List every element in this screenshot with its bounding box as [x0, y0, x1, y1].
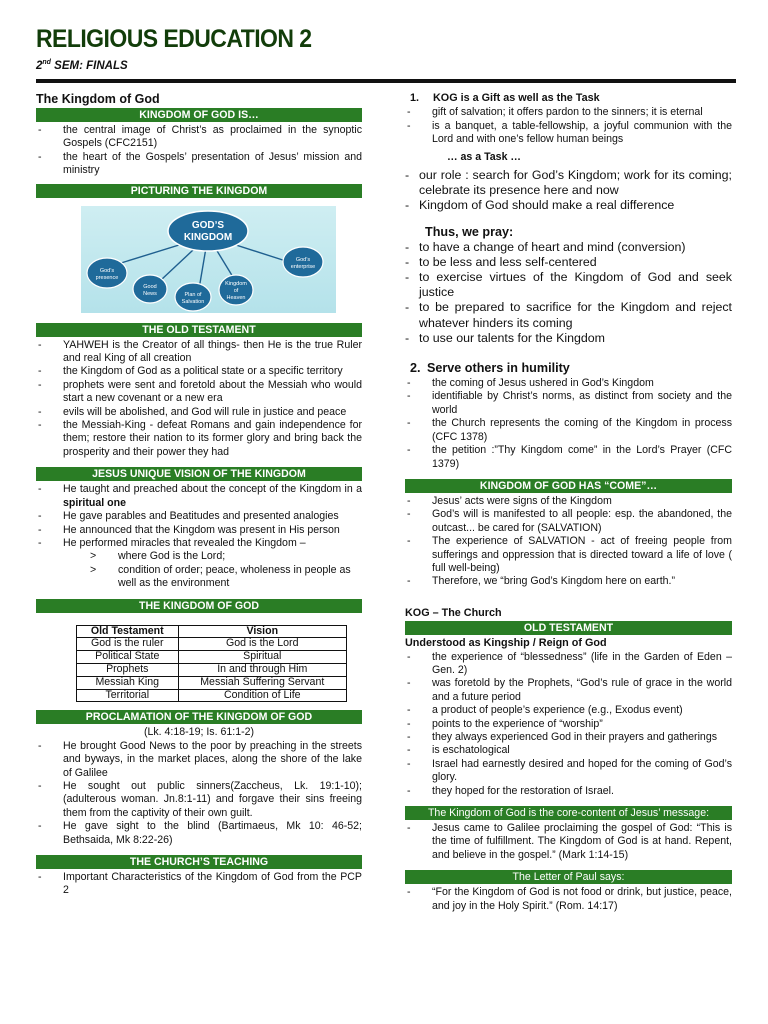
list-item: - Jesus came to Galilee proclaiming the gospel of God: “This is the time of fulfillment. The Kingdom of God is at hand. Repent, and believe in the gospel.” (Mark 1:14-15)	[405, 822, 732, 862]
serve-heading: 2. Serve others in humility	[410, 361, 570, 376]
list-item: - identifiable by Christ’s norms, as distinct from society and the world	[405, 390, 732, 417]
section-title: The Kingdom of God	[36, 92, 160, 106]
diagram-node-label: enterprise	[290, 263, 316, 270]
jesus-vision-sublist	[90, 550, 362, 590]
section-bar-jesus-vision: JESUS UNIQUE VISION OF THE KINGDOM	[36, 467, 362, 481]
list-item: - to have a change of heart and mind (conversion)	[405, 240, 732, 255]
list-item: - evils will be abolished, and God will rule in justice and peace	[36, 406, 362, 419]
gift-list	[405, 106, 732, 146]
list-item: - He performed miracles that revealed the Kingdom –	[36, 537, 362, 550]
list-item: > condition of order; peace, wholeness in people as well as the environment	[90, 564, 362, 591]
list-item: - gift of salvation; it offers pardon to the sinners; it is eternal	[405, 106, 732, 119]
old-testament-list	[36, 339, 362, 460]
list-item: - to use our talents for the Kingdom	[405, 331, 732, 346]
list-item: - to exercise virtues of the Kingdom of God and seek justice	[405, 270, 732, 300]
table-cell: Spiritual	[178, 651, 346, 664]
list-item: - Therefore, we “bring God’s Kingdom here on earth.”	[405, 575, 732, 588]
list-item: - He gave sight to the blind (Bartimaeus, Mk 10: 46-52; Bethsaida, Mk 8:22-26)	[36, 820, 362, 847]
table-cell: Condition of Life	[178, 689, 346, 702]
table-row	[77, 651, 347, 664]
table-row	[77, 663, 347, 676]
list-item: - the coming of Jesus ushered in God’s Kingdom	[405, 377, 732, 390]
section-bar-kog-is: KINGDOM OF GOD IS…	[36, 108, 362, 122]
paul-list	[405, 886, 732, 913]
table-cell: In and through Him	[178, 663, 346, 676]
list-item: - the heart of the Gospels’ presentation of Jesus’ mission and ministry	[36, 151, 362, 178]
church-subheading: Understood as Kingship / Reign of God	[405, 637, 607, 650]
table-cell: Messiah King	[77, 676, 179, 689]
table-cell: God is the Lord	[178, 638, 346, 651]
table-cell: God is the ruler	[77, 638, 179, 651]
list-item: - the experience of “blessedness” (life in the Garden of Eden – Gen. 2)	[405, 651, 732, 678]
list-item: - He taught and preached about the concept of the Kingdom in a spiritual one	[36, 483, 362, 510]
list-item: - He announced that the Kingdom was present in His person	[36, 524, 362, 537]
gift-heading: 1. KOG is a Gift as well as the Task	[410, 92, 600, 104]
table-header: Old Testament	[77, 625, 179, 638]
proclamation-list	[36, 740, 362, 847]
section-bar-paul: The Letter of Paul says:	[405, 870, 732, 884]
list-item: - our role : search for God’s Kingdom; work for its coming; celebrate its presence here and now	[405, 168, 732, 198]
table-cell: Messiah Suffering Servant	[178, 676, 346, 689]
serve-list	[405, 377, 732, 471]
left-column	[36, 88, 362, 898]
list-item: - Kingdom of God should make a real difference	[405, 198, 732, 213]
document-subtitle: 2nd SEM: FINALS	[36, 59, 128, 72]
section-bar-picturing: PICTURING THE KINGDOM	[36, 184, 362, 198]
diagram-center-line1: GODʼS	[191, 219, 225, 231]
list-item: - He gave parables and Beatitudes and presented analogies	[36, 510, 362, 523]
table-row	[77, 676, 347, 689]
list-item: - He brought Good News to the poor by preaching in the streets and byways, in the market places, along the shore of the lake of Galilee	[36, 740, 362, 780]
table-header-row	[77, 625, 347, 638]
section-bar-has-come: KINGDOM OF GOD HAS “COME”…	[405, 479, 732, 493]
diagram-node-label: Heaven	[226, 294, 246, 301]
diagram-node-label: Good	[143, 283, 157, 290]
jesus-vision-list	[36, 483, 362, 550]
list-item: - “For the Kingdom of God is not food or drink, but justice, peace, and joy in the Holy Spirit.” (Rom. 14:17)	[405, 886, 732, 913]
list-item: - the Kingdom of God as a political state or a specific territory	[36, 365, 362, 378]
section-bar-church-old-testament: OLD TESTAMENT	[405, 621, 732, 635]
list-item: - was foretold by the Prophets, “God’s rule of grace in the world and a future period	[405, 677, 732, 704]
diagram-node-label: Salvation	[181, 298, 205, 305]
section-bar-core-content: The Kingdom of God is the core-content of Jesus’ message:	[405, 806, 732, 820]
list-item: - Jesus’ acts were signs of the Kingdom	[405, 495, 732, 508]
church-heading: KOG – The Church	[405, 606, 502, 619]
list-item: - the Messiah-King - defeat Romans and gain independence for them; restore their nation to its former glory and bring back the prosperity and their power they had	[36, 419, 362, 459]
table-cell: Political State	[77, 651, 179, 664]
church-list	[405, 651, 732, 798]
header-rule	[36, 79, 736, 83]
section-bar-kog-table: THE KINGDOM OF GOD	[36, 599, 362, 613]
kingdom-comparison-table	[76, 625, 347, 703]
church-teaching-list	[36, 871, 362, 898]
diagram-node-label: News	[143, 290, 157, 297]
list-item: - is a banquet, a table-fellowship, a joyful communion with the Lord and with one’s fellow human beings	[405, 120, 732, 147]
kingdom-diagram	[81, 206, 336, 313]
document-header	[36, 24, 736, 73]
list-item: - the central image of Christ’s as proclaimed in the synoptic Gospels (CFC2151)	[36, 124, 362, 151]
list-item: - a product of people’s experience (e.g., Exodus event)	[405, 704, 732, 717]
list-item: - The experience of SALVATION - act of freeing people from sufferings and oppression that is directed toward a life of love ( full well-being)	[405, 535, 732, 575]
kingdom-diagram-svg	[81, 206, 336, 313]
list-item: - to be prepared to sacrifice for the Kingdom and reject whatever hinders its coming	[405, 300, 732, 330]
list-item: - God’s will is manifested to all people: esp. the abandoned, the outcast... be cared for (SALVATION)	[405, 508, 732, 535]
list-item: - points to the experience of “worship”	[405, 718, 732, 731]
proclamation-reference: (Lk. 4:18-19; Is. 61:1-2)	[143, 726, 255, 739]
list-item: - the Church represents the coming of the Kingdom in process (CFC 1378)	[405, 417, 732, 444]
section-bar-old-testament: THE OLD TESTAMENT	[36, 323, 362, 337]
list-item: > where God is the Lord;	[90, 550, 362, 563]
pray-heading: Thus, we pray:	[425, 224, 514, 239]
task-list	[405, 168, 732, 214]
list-item: - the petition :”Thy Kingdom come” in the Lord’s Prayer (CFC 1379)	[405, 444, 732, 471]
diagram-center-line2: KINGDOM	[183, 231, 233, 243]
section-bar-church-teaching: THE CHURCH’S TEACHING	[36, 855, 362, 869]
has-come-list	[405, 495, 732, 589]
list-item: - to be less and less self-centered	[405, 255, 732, 270]
section-bar-proclamation: PROCLAMATION OF THE KINGDOM OF GOD	[36, 710, 362, 724]
pray-list	[405, 240, 732, 346]
document-title: RELIGIOUS EDUCATION 2	[36, 25, 312, 53]
kog-is-list	[36, 124, 362, 178]
task-heading: … as a Task …	[447, 150, 521, 163]
table-header: Vision	[178, 625, 346, 638]
list-item: - YAHWEH is the Creator of all things- then He is the true Ruler and real King of all creation	[36, 339, 362, 366]
diagram-node-label: Godʼs	[295, 256, 311, 263]
right-column	[405, 88, 732, 913]
diagram-node-label: Godʼs	[99, 267, 115, 274]
diagram-node-label: presence	[95, 274, 119, 281]
list-item: - prophets were sent and foretold about the Messiah who would start a new covenant or a new era	[36, 379, 362, 406]
list-item: - He sought out public sinners(Zaccheus, Lk. 19:1-10); (adulterous woman. Jn.8:1-11) and forgave their sins freeing them from the captivity of their own guilt.	[36, 780, 362, 820]
table-cell: Prophets	[77, 663, 179, 676]
list-item: - Israel had earnestly desired and hoped for the coming of God’s glory.	[405, 758, 732, 785]
core-content-list	[405, 822, 732, 862]
table-row	[77, 638, 347, 651]
diagram-node-label: Kingdom	[225, 280, 247, 287]
table-row	[77, 689, 347, 702]
diagram-node-label: of	[233, 287, 239, 294]
list-item: - they hoped for the restoration of Israel.	[405, 785, 732, 798]
list-item: - they always experienced God in their prayers and gatherings	[405, 731, 732, 744]
list-item: - is eschatological	[405, 744, 732, 757]
list-item: - Important Characteristics of the Kingdom of God from the PCP 2	[36, 871, 362, 898]
diagram-node-label: Plan of	[184, 291, 202, 298]
table-cell: Territorial	[77, 689, 179, 702]
